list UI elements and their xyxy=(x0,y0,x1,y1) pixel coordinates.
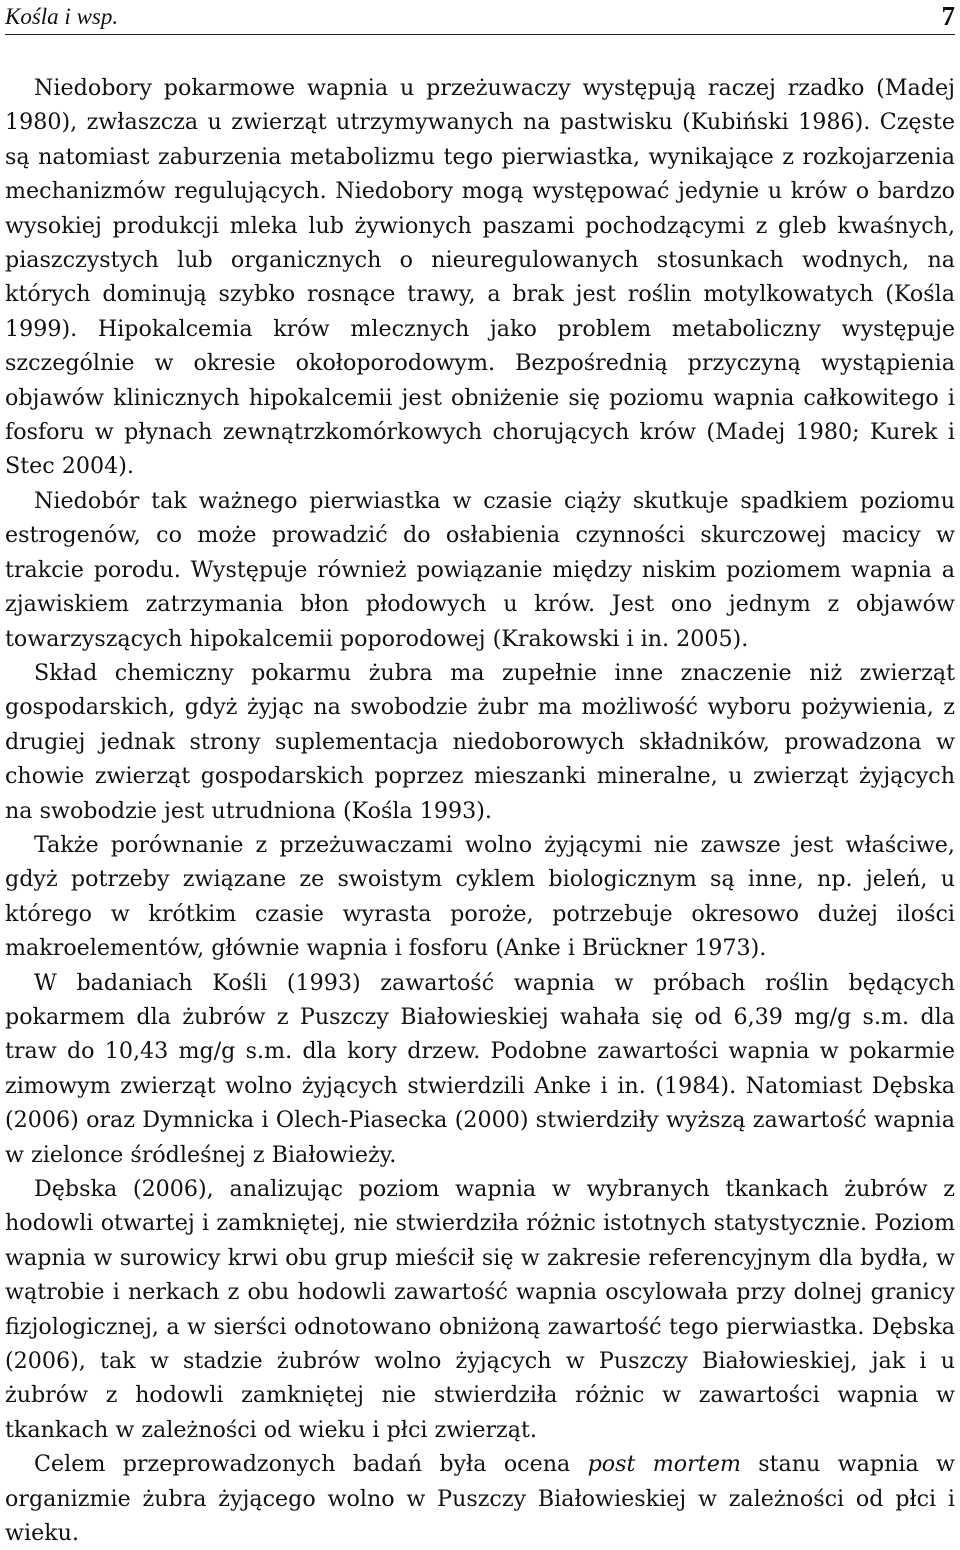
post-mortem-term: post mortem xyxy=(587,1451,741,1478)
document-page xyxy=(5,0,955,1550)
paragraph-4: Także porównanie z przeżuwaczami wolno żyjącymi nie zawsze jest właściwe, gdyż potrzeby związane ze swoistym cyklem biologicznym są inne, np. jeleń, u którego w krótkim czasie wyrasta poroże, potrzebuje okresowo dużej ilości makroelementów, głównie wapnia i fosforu (Anke i Brückner 1973). xyxy=(5,831,955,962)
paragraph-3: Skład chemiczny pokarmu żubra ma zupełnie inne znaczenie niż zwierząt gospodarskich, gdyż żyjąc na swobodzie żubr ma możliwość wyboru pożywienia, z drugiej jednak strony suplementacja niedoborowych składników, prowadzona w chowie zwierząt gospodarskich poprzez mieszanki mineralne, u zwierząt żyjących na swobodzie jest utrudniona (Kośla 1993). xyxy=(5,659,955,824)
running-header xyxy=(5,0,955,35)
paragraph-6: Dębska (2006), analizując poziom wapnia w wybranych tkankach żubrów z hodowli otwartej i zamkniętej, nie stwierdziła różnic istotnych statystycznie. Poziom wapnia w surowicy krwi obu grup mieścił się w zakresie referencyjnym dla bydła, w wątrobie i nerkach z obu hodowli zawartość wapnia oscylowała przy dolnej granicy fizjologicznej, a w sierści odnotowano obniżoną zawartość tego pierwiastka. Dębska (2006), tak w stadzie żubrów wolno żyjących w Puszczy Białowieskiej, jak i u żubrów z hodowli zamkniętej nie stwierdziła różnic w zawartości wapnia w tkankach w zależności od wieku i płci zwierząt. xyxy=(5,1176,955,1443)
paragraph-5: W badaniach Kośli (1993) zawartość wapnia w próbach roślin będących pokarmem dla żubrów z Puszczy Białowieskiej wahała się od 6,39 mg/g s.m. dla traw do 10,43 mg/g s.m. dla kory drzew. Podobne zawartości wapnia w pokarmie zimowym zwierząt wolno żyjących stwierdzili Anke i in. (1984). Natomiast Dębska (2006) oraz Dymnicka i Olech-Piasecka (2000) stwierdziły wyższą zawartość wapnia w zielonce śródleśnej z Białowieży. xyxy=(5,969,955,1168)
paragraph-7 xyxy=(5,1447,955,1550)
page-number: 7 xyxy=(941,1,955,31)
paragraph-2: Niedobór tak ważnego pierwiastka w czasie ciąży skutkuje spadkiem poziomu estrogenów, co może prowadzić do osłabienia czynności skurczowej macicy w trakcie porodu. Występuje również powiązanie między niskim poziomem wapnia a zjawiskiem zatrzymania błon płodowych u krów. Jest ono jednym z objawów towarzyszących hipokalcemii poporodowej (Krakowski i in. 2005). xyxy=(5,487,955,652)
body-text xyxy=(5,71,955,1550)
paragraph-1: Niedobory pokarmowe wapnia u przeżuwaczy występują raczej rzadko (Madej 1980), zwłaszcza u zwierząt utrzymywanych na pastwisku (Kubiński 1986). Częste są natomiast zaburzenia metabolizmu tego pierwiastka, wynikające z rozkojarzenia mechanizmów regulujących. Niedobory mogą występować jedynie u krów o bardzo wysokiej produkcji mleka lub żywionych paszami pochodzącymi z gleb kwaśnych, piaszczystych lub organicznych o nieuregulowanych stosunkach wodnych, na których dominują szybko rosnące trawy, a brak jest roślin motylkowatych (Kośla 1999). Hipokalcemia krów mlecznych jako problem metaboliczny występuje szczególnie w okresie okołoporodowym. Bezpośrednią przyczyną wystąpienia objawów klinicznych hipokalcemii jest obniżenie się poziomu wapnia całkowitego i fosforu w płynach zewnątrzkomórkowych chorujących krów (Madej 1980; Kurek i Stec 2004). xyxy=(5,75,955,480)
header-authors: Kośla i wsp. xyxy=(5,4,119,29)
paragraph-7-text-before: Celem przeprowadzonych badań była ocena xyxy=(34,1451,588,1478)
paragraph-7-text-after: stanu wapnia w organizmie żubra żyjącego wolno w Puszczy Białowieskiej w zależności od płci i wieku. xyxy=(5,1451,956,1547)
